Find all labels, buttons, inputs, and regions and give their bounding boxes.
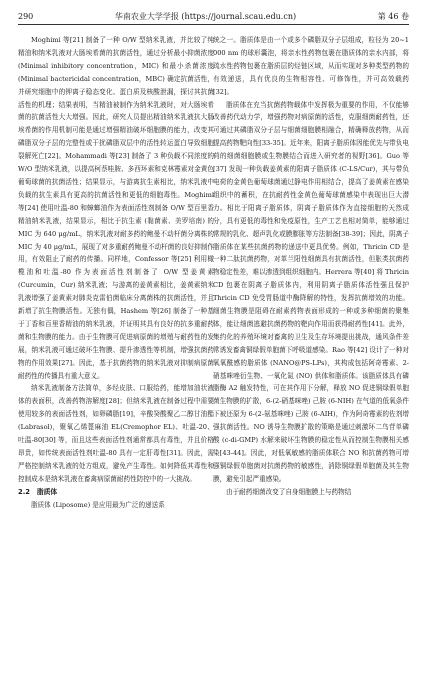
paragraph: 纳米乳液制备方法简单，多经皮肤、口服给药，能增加油状液体的表面积，改善药物溶解度[28]；但纳米乳液在制备过程中需要使用较多的表面活性剂，如卵磷脂[19]，辛酸癸酸聚乙二醇甘油酯 (Labrasol)，聚氧乙烯蓖麻油 EL(Cremophor EL)、吐温-20、吐温-80[30] 等，而且这些表面活性剂通常都具有毒性，并且价格昂贵，如传统表面活性剂吐温-80 具有一定肝毒性[31]。因此，需严格控制纳米乳液的处方组成，避免产生毒性。如何降低其毒性和控制成本是纳米乳液在畜禽病原菌耐药性防控中的一大挑战。 [18,384,214,483]
paragraph: 脂质体在充当抗菌药物载体中发挥极为重要的作用，不仅能够改善药代动力学，增强药物对病原菌的活性，克服细菌耐药性，还可通过其磷脂双分子层与细菌细胞膜相融合，精确释放药物，从而提高药物靶向性[33-35]。近年来，阳离子脂质体因能优先与带负电荷的细菌细胞膜或生物膜结合而进入研究者的视野[36]。Guo 等[37] 发现一种负载姜黄素的阳离子脂质体 (C-LS/Cur)，其与带负电荷的金黄色葡萄球菌通过静电作用相结合，提高了姜黄素在感染组织中的蓄积，在抗耐药性金黄色葡萄球菌感染中表现出巨大潜力。相比于阳离子脂质体，阴离子脂质体作为直接细胞的天然成分，具有更低的毒性和免疫原性，生产工艺也相对简单，能够通过常规的乳化、超声乳化或膜膨胀等方法制备[38-39]；因此，阴离子脂质体在某些抗菌药物的递送中更具优势。例如，Thricin CD 是一种二肽抗菌药物，对革兰阳性细菌具有抗菌活性，但胀类抗菌药物稳定性差，难以渗透到组织细胞内。Herrera 等[40] 将 Thricin CD 包裹在阴离子脂质体内，利用阴离子脂质体活性强且保护 Thricin CD 免受胃肠道中酶降解的特性，发挥抗菌增效的功能。细菌生物膜是阻碍在耐素药物表面形成的一种或多种细菌的聚集体，能让细菌逃避抗菌药物的靶向作用而获得耐药性[41]。此外，集约化的养殖环境对畜禽的卫生及生存环境提出挑战，通风条件差常诱发畜禽铜绿假单胞菌下呼吸道感染。Rao 等[42] 设计了一种对氧氧酰感的脂质体 (NANO@PS-LPs)，其构成包括阿奇霉素、2-硝基咪唑衍生物、一氧化氮 (NO) 供体和脂质体。该脂质体具有磷脂酶 A2 触发特性，可在其作用下分解，释放 NO 促进铜绿假单胞菌生物膜的扩散，6-(2-硝基咪唑) 己胺 (6-NIH) 在气道的低氧条件下被还原为 6-(2-氨基咪唑) 己胺 (6-AIH)，作为阿奇霉素的佐剂增强抗菌活性。NO 诱导生物膜扩散的策略是通过刺激环二鸟苷单磷酸 (c-di-GMP) 水解来破坏生物膜的稳定性从而控制生物膜相关感染[43-44]。因此，对低氧敏感的脂质体联合 NO 和抗菌药物可增强铜绿假单胞菌对抗菌药物的敏感性，消除铜绿假单胞菌及其生物膜，避免引起严重感染。 [213,100,409,483]
journal-title: 华南农业大学学报 (https://journal.scau.edu.cn) [114,11,297,21]
paragraph: Moghimi 等[21] 制备了一种 O/W 型纳米乳液，并比较了纯精油和纳米乳液对大肠埃希菌的抗菌活性，通过分析最小抑菌浓度 (Minimal inhibitory concentration，MIC) 和最小杀菌浓度 (Minimal bactericidal concentration，MBC) 确定抗菌活性，并研究细胞中的钾离子稳态变化、蛋白质及核酸泄漏，探讨其抗菌活性的机理；结果表明，当精油被制作为纳米乳液时，对大肠埃希菌的抗菌活性大大增强。因此，研究人员提出精油纳米乳液抗大肠埃希菌的作用机制可能是通过增强精油破坏细胞膜的能力，改变其磷脂双分子层的完整性或干扰磷脂双层中的活性转运蛋白导致细胞裂解死亡[22]。Mohammadi 等[23] 制备了 3 种负载不同浓度的 W/O 型纳米乳液，以提高柯萘哇胺、多西环素和克林霉素对金黄色葡萄球菌的抗菌活性；结果显示，与游离抗生素相比，纳米乳液中负载的抗生素具有更高的抗菌活性和更低的细胞毒性。Moghimi 等[24] 使用吐温-80 和蟑螂油作为表面活性剂制备 O/W 型百里香精油纳米乳液，结果显示，相比于抗生素 (黏菌素、美罗培南) 的 MIC 为 640 μg/mL，纳米乳液对耐多药的鲍曼不动杆菌分离株的 MIC 为 40 μg/mL，展现了对多重耐药鲍曼不动杆菌的良好抑制作用，有效阻止了耐药的传播。同样地，Confessor 等[25] 利用橄榄油和吐温-80 作为表面活性剂制备了 O/W 型姜黄素 (Curcumin，Cur) 纳米乳液；与游离的姜黄素相比，姜黄素纳米乳液增强了姜黄素对肺炎克雷伯菌临床分离菌株的抗菌活性，并且新增了抗生物膜活性。无独有偶，Hashem 等[26] 制备了一种基于丁香和百里香精油的纳米乳液，并证明其具有良好的抗多重耐药菌和生物膜的能力。由于生物膜可促进病原菌的增殖与耐药性的发展，纳米乳液可通过破坏生物膜、提升渗透性等机制，增强抗菌药物的作用效果[27]。因此，基于抗菌药物的纳米乳液对抑制病原菌耐药性的传播具有重大意义。 [18,36,214,380]
volume-label: 第 46 卷 [377,11,409,21]
section-heading: 2.2 脂质体 [18,487,58,496]
header-rule [18,24,409,25]
right-column [213,34,409,670]
page-number: 290 [18,11,34,21]
paragraph: 由于耐药细菌改变了自身细胞膜上与药物结 [226,487,352,496]
left-column [18,34,214,670]
paragraph: 脂质体 (Liposome) 是应用最为广泛的递送系 [31,500,165,509]
running-header [18,10,409,22]
paragraph: 统之一。脂质体是由一个或多个磷脂双分子层组成，粒径为 20~1 000 nm 的球形囊泡，将亲水性药物包裹在脂质体的亲水内部，将疏水性药物包裹在脂质层的烃链区域，从而实现对多种类型药物的有效递送，具有优良的生物相容性、可修饰性，并可高效载药[32]。 [213,36,409,96]
